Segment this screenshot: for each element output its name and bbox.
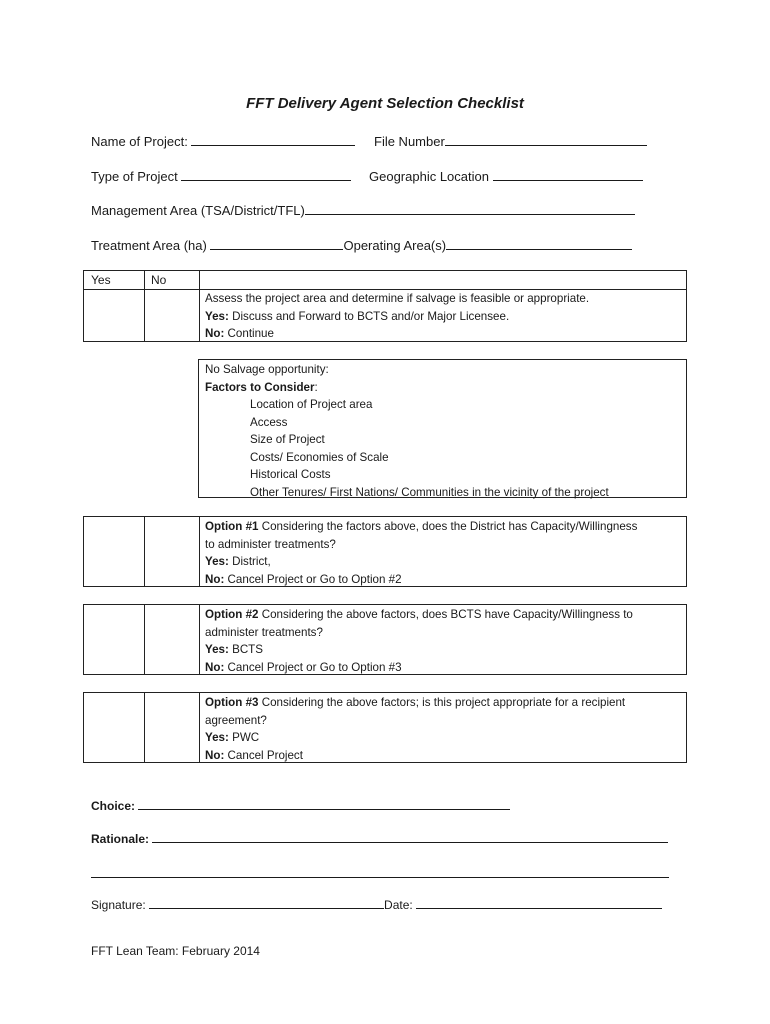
- option3-text2: agreement?: [205, 713, 267, 727]
- option3-no-cell[interactable]: [145, 693, 200, 762]
- no-salvage-text: [205, 361, 609, 501]
- file-number-line[interactable]: [445, 133, 647, 146]
- option1-text2: to administer treatments?: [205, 537, 336, 551]
- step1-table: [83, 270, 687, 342]
- rationale-line[interactable]: [152, 830, 668, 843]
- choice-field[interactable]: [91, 797, 510, 813]
- step1-yes-text: Discuss and Forward to BCTS and/or Major Licensee.: [228, 309, 510, 323]
- yes-header: Yes: [91, 273, 111, 287]
- step1-no-label: No:: [205, 327, 225, 340]
- document-title: FFT Delivery Agent Selection Checklist: [246, 95, 524, 112]
- step1-line: Assess the project area and determine if salvage is feasible or appropriate.: [205, 292, 590, 305]
- factor-item: Historical Costs: [250, 468, 331, 481]
- option3-text1: Considering the above factors; is this project appropriate for a recipient: [258, 696, 626, 709]
- option2-yes-cell[interactable]: [84, 605, 145, 674]
- factor-item: Other Tenures/ First Nations/ Communities in the vicinity of the project: [250, 485, 609, 499]
- option2-text1: Considering the above factors, does BCTS have Capacity/Willingness to: [258, 608, 633, 621]
- geo-location-line[interactable]: [493, 168, 643, 181]
- option1-no-label: No:: [205, 572, 225, 586]
- choice-line[interactable]: [138, 797, 510, 810]
- option3-yes-cell[interactable]: [84, 693, 145, 762]
- option2-yes-text: BCTS: [228, 643, 264, 656]
- geo-location-field[interactable]: [369, 168, 643, 184]
- treatment-area-label: Treatment Area (ha): [91, 238, 207, 253]
- option3-table: [83, 692, 687, 763]
- step1-no-text: Continue: [224, 327, 274, 340]
- option1-text: [205, 518, 637, 588]
- project-name-field[interactable]: [91, 133, 355, 149]
- option1-yes-label: Yes:: [205, 555, 229, 568]
- file-number-label: File Number: [374, 134, 445, 149]
- option2-text: [205, 606, 633, 676]
- signature-line[interactable]: [149, 896, 384, 909]
- operating-area-label: Operating Area(s): [343, 238, 447, 253]
- treatment-area-field[interactable]: [91, 237, 632, 253]
- option1-text1: Considering the factors above, does the District has Capacity/Willingness: [258, 520, 638, 533]
- option1-yes-cell[interactable]: [84, 517, 145, 586]
- option2-text2: administer treatments?: [205, 625, 323, 639]
- option2-label: Option #2: [205, 608, 259, 621]
- project-type-field[interactable]: [91, 168, 351, 184]
- choice-label: Choice:: [91, 799, 136, 813]
- date-label: Date:: [384, 898, 413, 912]
- step1-yes-label: Yes:: [205, 309, 229, 323]
- signature-label: Signature:: [91, 898, 146, 912]
- option2-no-label: No:: [205, 660, 225, 674]
- project-type-label: Type of Project: [91, 169, 178, 184]
- no-salvage-line: No Salvage opportunity:: [205, 363, 329, 376]
- signature-field[interactable]: [91, 896, 662, 912]
- option3-label: Option #3: [205, 696, 259, 709]
- option1-label: Option #1: [205, 520, 259, 533]
- option3-no-label: No:: [205, 748, 225, 762]
- treatment-area-line[interactable]: [210, 237, 343, 250]
- no-header: No: [151, 273, 167, 287]
- rationale-line-2[interactable]: [91, 877, 669, 878]
- option1-table: [83, 516, 687, 587]
- option3-yes-text: PWC: [228, 731, 260, 744]
- option2-no-cell[interactable]: [145, 605, 200, 674]
- option3-no-text: Cancel Project: [224, 748, 303, 762]
- option3-text: [205, 694, 625, 764]
- geo-location-label: Geographic Location: [369, 169, 489, 184]
- project-name-label: Name of Project:: [91, 134, 188, 149]
- project-name-line[interactable]: [191, 133, 355, 146]
- footer-text: FFT Lean Team: February 2014: [91, 944, 260, 958]
- date-line[interactable]: [416, 896, 662, 909]
- management-area-label: Management Area (TSA/District/TFL): [91, 203, 305, 218]
- option2-no-text: Cancel Project or Go to Option #3: [224, 660, 402, 674]
- step1-text: [205, 290, 589, 343]
- project-type-line[interactable]: [181, 168, 351, 181]
- option2-table: [83, 604, 687, 675]
- management-area-field[interactable]: [91, 202, 635, 218]
- management-area-line[interactable]: [305, 202, 635, 215]
- option1-no-cell[interactable]: [145, 517, 200, 586]
- rationale-label: Rationale:: [91, 832, 150, 846]
- factors-label: Factors to Consider: [205, 380, 315, 394]
- rationale-field[interactable]: [91, 830, 668, 846]
- factor-item: Costs/ Economies of Scale: [250, 450, 389, 464]
- factor-item: Size of Project: [250, 433, 325, 446]
- file-number-field[interactable]: [374, 133, 647, 149]
- option1-yes-text: District,: [228, 555, 271, 568]
- factor-item: Access: [250, 415, 288, 429]
- option2-yes-label: Yes:: [205, 643, 229, 656]
- option3-yes-label: Yes:: [205, 731, 229, 744]
- option1-no-text: Cancel Project or Go to Option #2: [224, 572, 402, 586]
- factor-item: Location of Project area: [250, 398, 373, 411]
- no-salvage-box: [198, 359, 687, 498]
- factors-colon: :: [314, 380, 318, 394]
- operating-area-line[interactable]: [446, 237, 632, 250]
